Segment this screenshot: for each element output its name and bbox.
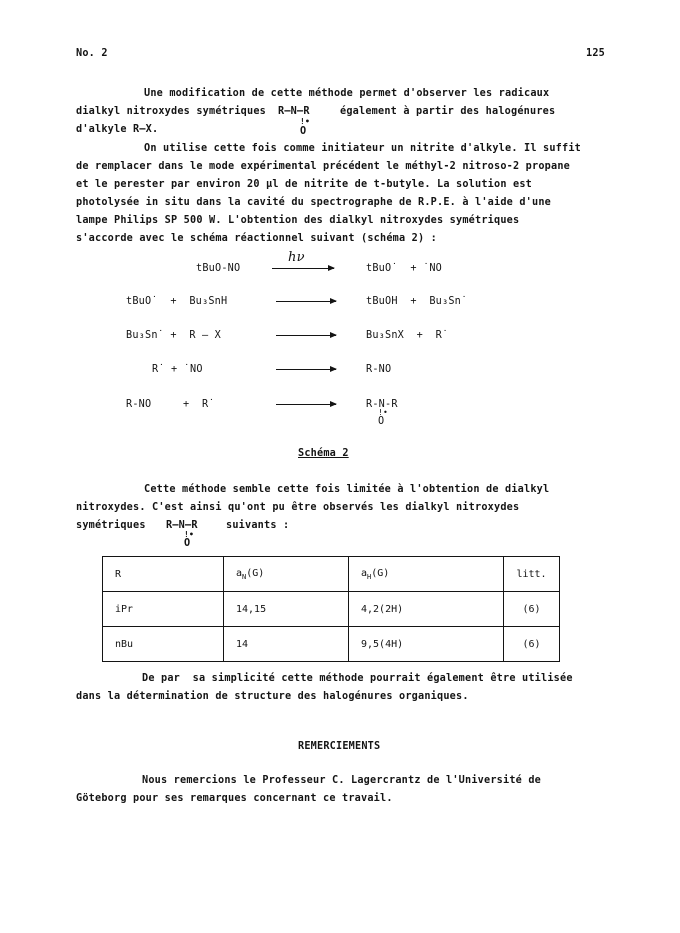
p1-radical-dot: !• bbox=[300, 117, 311, 126]
p3-oxygen: O bbox=[184, 538, 191, 549]
table-header-row bbox=[103, 557, 560, 592]
hyperfine-table bbox=[102, 556, 560, 662]
table-header-cell: R bbox=[103, 557, 224, 592]
table-cell: 4,2(2H) bbox=[349, 592, 504, 627]
table-cell: iPr bbox=[103, 592, 224, 627]
p3-line3a: symétriques bbox=[76, 520, 146, 531]
p1-formula-oxygen: O bbox=[300, 126, 307, 137]
reaction1-products: tBuO˙ + ˙NO bbox=[366, 263, 443, 274]
table-cell: nBu bbox=[103, 627, 224, 662]
reaction2-arrow bbox=[276, 301, 336, 302]
p3-line1: Cette méthode semble cette fois limitée à l'obtention de dialkyl bbox=[144, 484, 550, 495]
p4-line1: De par sa simplicité cette méthode pourrait également être utilisée bbox=[142, 673, 573, 684]
p2-line5: lampe Philips SP 500 W. L'obtention des dialkyl nitroxydes symétriques bbox=[76, 215, 520, 226]
p2-line6: s'accorde avec le schéma réactionnel suivant (schéma 2) : bbox=[76, 233, 438, 244]
reaction5-reactants: R-NO + R˙ bbox=[126, 399, 215, 410]
table-header-cell: $a_H(G)$ bbox=[349, 557, 504, 592]
reaction2-products: tBuOH + Bu₃Sn˙ bbox=[366, 296, 468, 307]
table-row bbox=[103, 592, 560, 627]
p5-line2: Göteborg pour ses remarques concernant ce travail. bbox=[76, 793, 393, 804]
p1-line3: d'alkyle R—X. bbox=[76, 124, 159, 135]
p2-line4: photolysée in situ dans la cavité du spectrographe de R.P.E. à l'aide d'une bbox=[76, 197, 552, 208]
table-header-cell: litt. bbox=[504, 557, 560, 592]
p1-line2a: dialkyl nitroxydes symétriques bbox=[76, 106, 267, 117]
p2-line2: de remplacer dans le mode expérimental précédent le méthyl-2 nitroso-2 propane bbox=[76, 161, 571, 172]
table-cell: (6) bbox=[504, 627, 560, 662]
reaction5-radical-dot: !• bbox=[378, 408, 389, 417]
p3-radical-dot: !• bbox=[184, 530, 195, 539]
acknowledgements-title: REMERCIEMENTS bbox=[298, 741, 381, 752]
table-cell: 14 bbox=[224, 627, 349, 662]
table-cell: 14,15 bbox=[224, 592, 349, 627]
scheme-caption: Schéma 2 bbox=[298, 448, 349, 459]
reaction1-reactants: tBuO-NO bbox=[196, 263, 241, 274]
journal-issue: No. 2 bbox=[76, 48, 108, 59]
reaction5-arrow bbox=[276, 404, 336, 405]
reaction4-products: R-NO bbox=[366, 364, 392, 375]
p3-line2: nitroxydes. C'est ainsi qu'ont pu être observés les dialkyl nitroxydes bbox=[76, 502, 520, 513]
p3-formula: R—N—R bbox=[166, 520, 198, 531]
reaction4-arrow bbox=[276, 369, 336, 370]
reaction3-reactants: Bu₃Sn˙ + R — X bbox=[126, 330, 222, 341]
p2-line3: et le perester par environ 20 µl de nitrite de t-butyle. La solution est bbox=[76, 179, 533, 190]
p4-line2: dans la détermination de structure des halogénures organiques. bbox=[76, 691, 469, 702]
reaction5-products: R-N-R bbox=[366, 399, 398, 410]
table-cell: 9,5(4H) bbox=[349, 627, 504, 662]
reaction5-oxygen: O bbox=[378, 416, 385, 427]
reaction2-reactants: tBuO˙ + Bu₃SnH bbox=[126, 296, 228, 307]
p1-line2b: également à partir des halogénures bbox=[340, 106, 556, 117]
p3-line3b: suivants : bbox=[226, 520, 290, 531]
p1-line1: Une modification de cette méthode permet d'observer les radicaux bbox=[144, 88, 550, 99]
page-number: 125 bbox=[586, 48, 606, 59]
p5-line1: Nous remercions le Professeur C. Lagercrantz de l'Université de bbox=[142, 775, 542, 786]
p1-formula: R—N—R bbox=[278, 106, 310, 117]
table-row bbox=[103, 627, 560, 662]
hv-label: hν bbox=[288, 250, 305, 265]
table-cell: (6) bbox=[504, 592, 560, 627]
reaction3-products: Bu₃SnX + R˙ bbox=[366, 330, 449, 341]
table-header-cell: $a_N(G)$ bbox=[224, 557, 349, 592]
reaction4-reactants: R˙ + ˙NO bbox=[152, 364, 203, 375]
p2-line1: On utilise cette fois comme initiateur un nitrite d'alkyle. Il suffit bbox=[144, 143, 582, 154]
reaction3-arrow bbox=[276, 335, 336, 336]
reaction1-arrow bbox=[272, 268, 334, 269]
